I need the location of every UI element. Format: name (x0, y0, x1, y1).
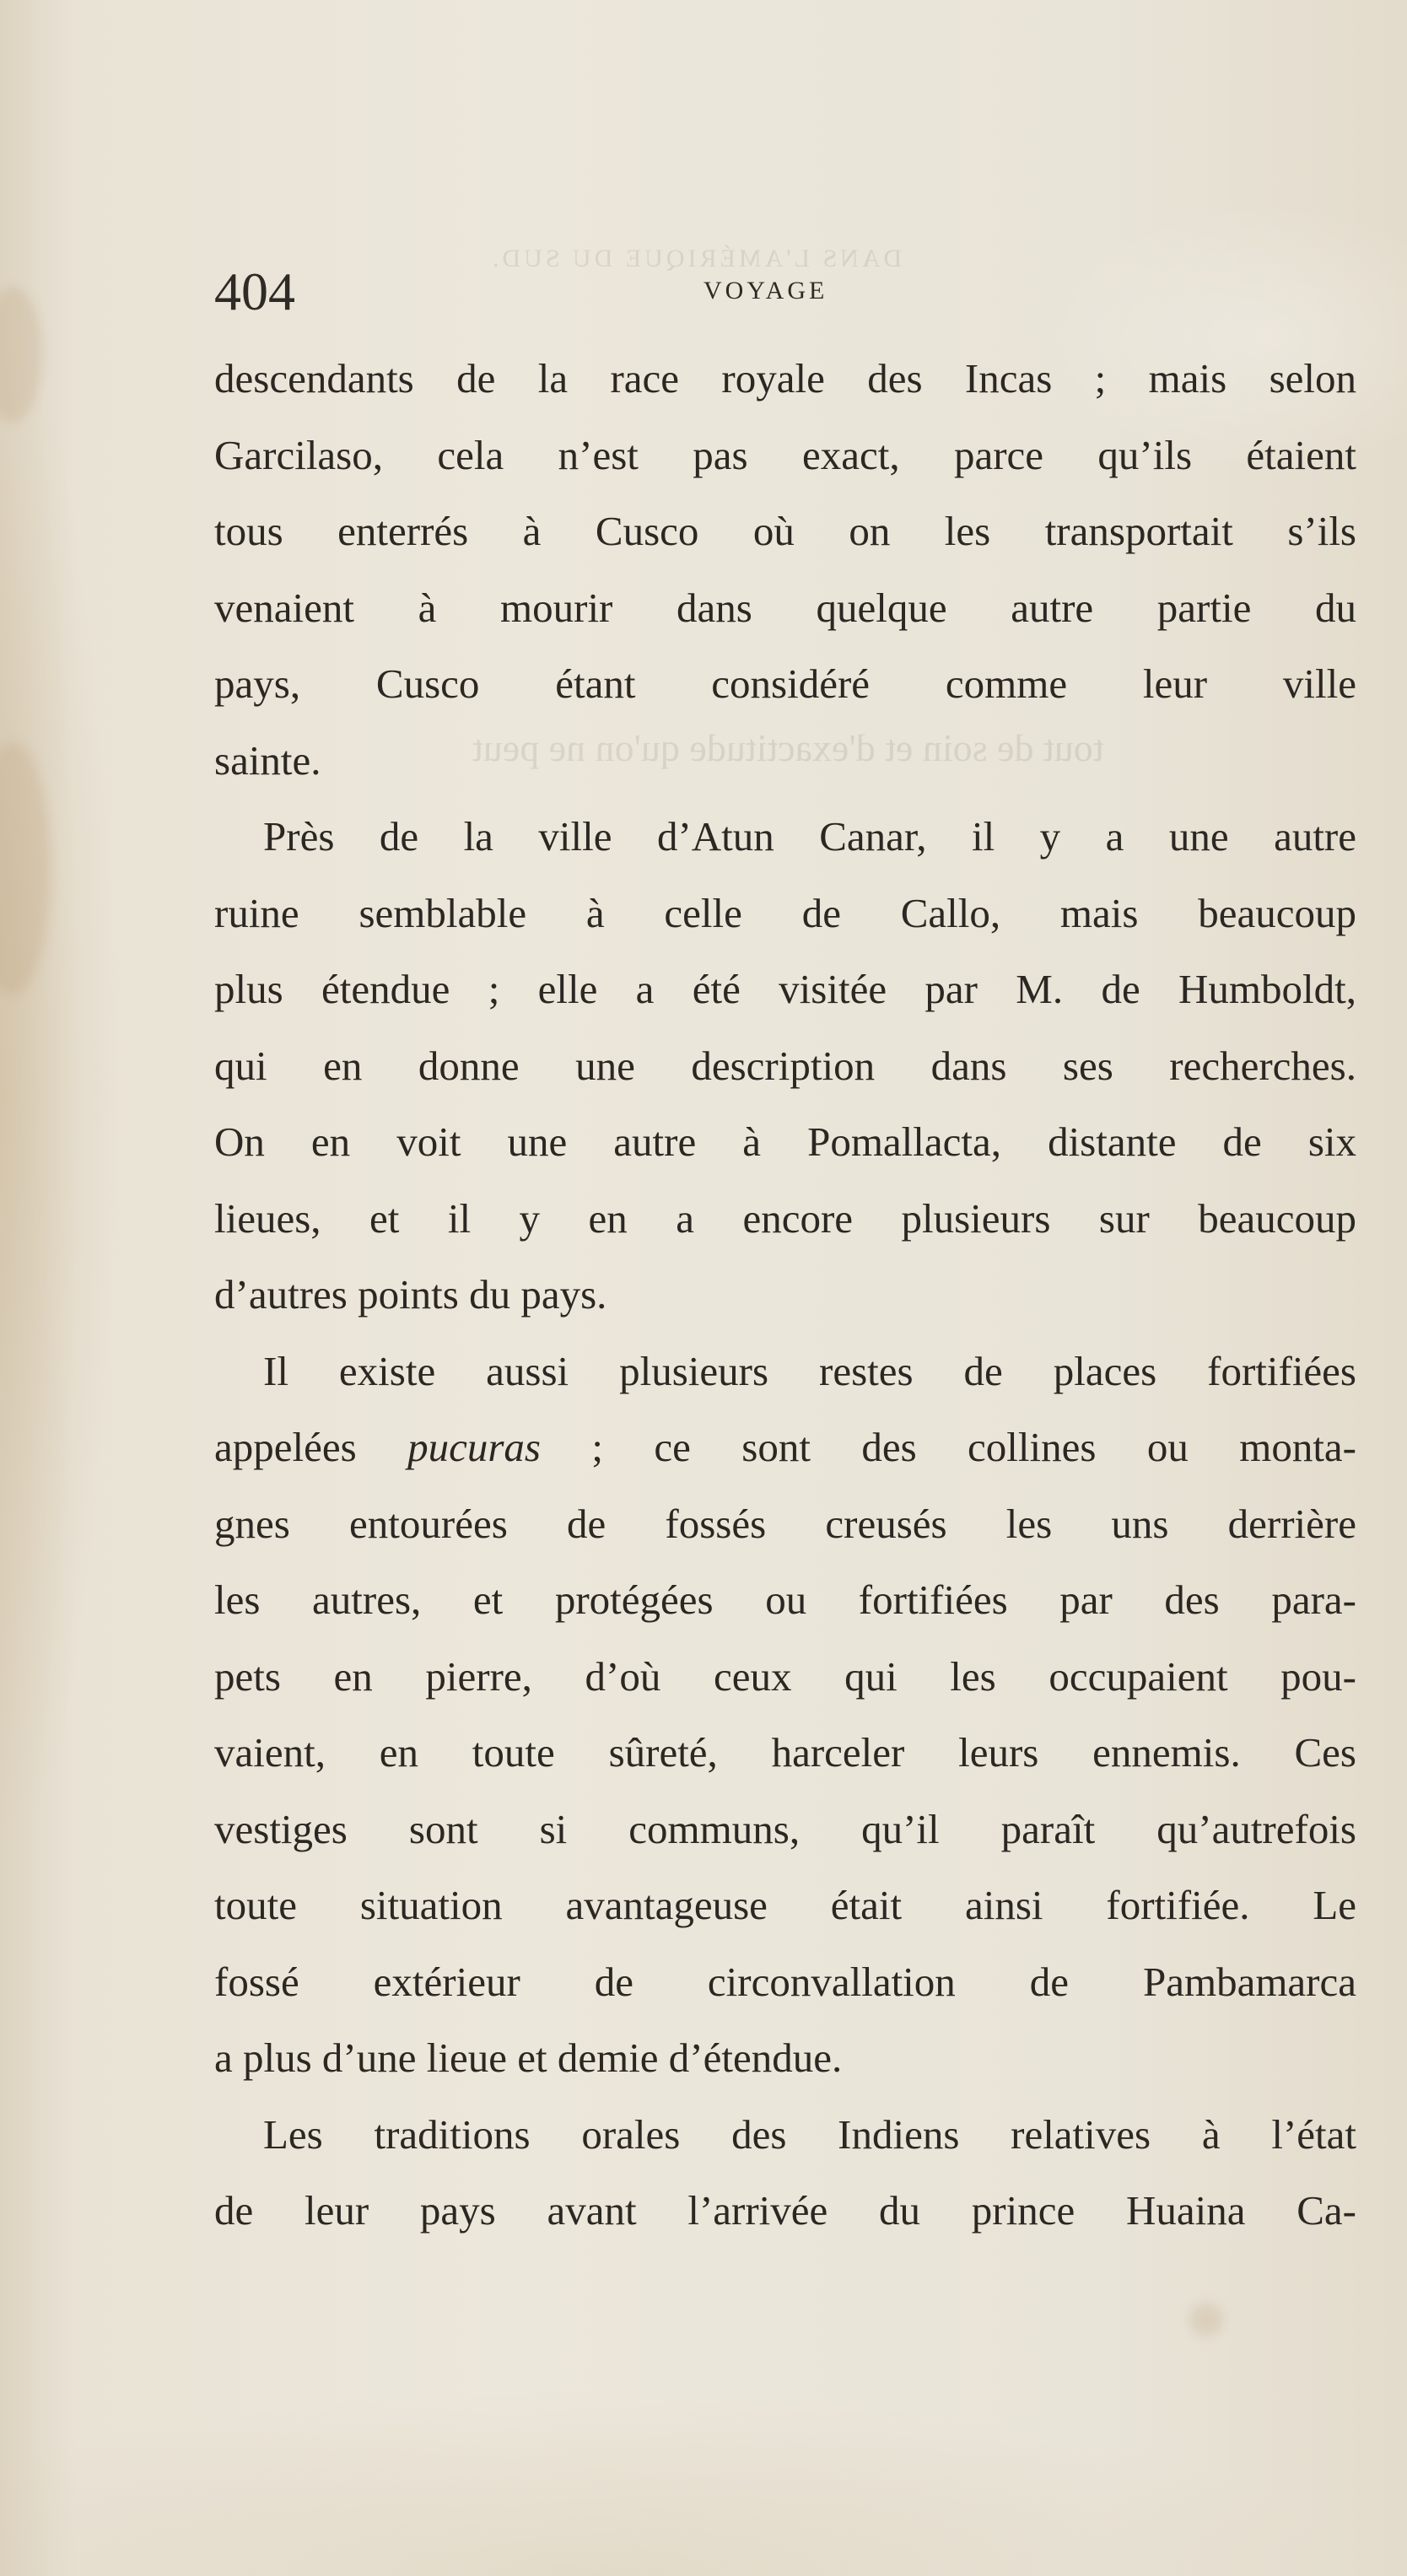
page-number: 404 (214, 261, 295, 321)
running-head: VOYAGE (704, 277, 828, 304)
text-line: ruine semblable à celle de Callo, mais beaucoup (214, 889, 1356, 936)
bleed-through-head: DANS L'AMÉRIQUE DU SUD. (489, 245, 903, 272)
text-line: a plus d’une lieue et demie d’étendue. (214, 2034, 843, 2081)
text-line: vaient, en toute sûreté, harceler leurs ennemis. Ces (214, 1729, 1356, 1776)
text-line: vestiges sont si communs, qu’il paraît qu’autrefois (214, 1805, 1356, 1852)
italic-term: pucuras (407, 1424, 541, 1470)
text-line: venaient à mourir dans quelque autre partie du (214, 584, 1356, 631)
body-text (214, 341, 1356, 2250)
foxing-stain (1189, 2303, 1223, 2336)
foxing-stain (0, 742, 51, 995)
paragraph (214, 341, 1356, 799)
text-line: tous enterrés à Cusco où on les transportait s’ils (214, 508, 1356, 554)
foxing-stain (0, 287, 42, 422)
text-line: sainte. (214, 736, 321, 784)
text-line: gnes entourées de fossés creusés les uns derrière (214, 1500, 1356, 1547)
text-line: Garcilaso, cela n’est pas exact, parce qu’ils étaient (214, 431, 1356, 478)
text-line: Les traditions orales des Indiens relatives à l’état (263, 2110, 1356, 2158)
text-line: d’autres points du pays. (214, 1271, 607, 1318)
text-line: appelées pucuras ; ce sont des collines ou monta- (214, 1424, 1357, 1470)
page-header (214, 258, 1356, 326)
text-line: Il existe aussi plusieurs restes de places fortifiées (263, 1347, 1356, 1394)
text-line: qui en donne une description dans ses recherches. (214, 1042, 1356, 1089)
bleed-through-line: tout de soin et d'exactitude qu'on ne peut (472, 726, 1104, 769)
text-line: descendants de la race royale des Incas ; mais selon (214, 355, 1356, 401)
paragraph (214, 2097, 1356, 2250)
text-line: toute situation avantageuse était ainsi fortifiée. Le (214, 1882, 1356, 1928)
text-line: fossé extérieur de circonvallation de Pambamarca (214, 1958, 1356, 2005)
text-line: Près de la ville d’Atun Canar, il y a une autre (263, 813, 1356, 860)
text-line: On en voit une autre à Pomallacta, distante de six (214, 1118, 1356, 1165)
text-line: de leur pays avant l’arrivée du prince Huaina Ca- (214, 2187, 1356, 2234)
paragraph (214, 799, 1356, 1334)
text-line: lieues, et il y en a encore plusieurs sur beaucoup (214, 1194, 1356, 1242)
text-line: pays, Cusco étant considéré comme leur ville (214, 660, 1356, 707)
text-line: les autres, et protégées ou fortifiées par des para- (214, 1576, 1356, 1623)
text-line: plus étendue ; elle a été visitée par M. de Humboldt, (214, 966, 1356, 1012)
paragraph (214, 1334, 1356, 2097)
text-line: pets en pierre, d’où ceux qui les occupaient pou- (214, 1652, 1356, 1700)
